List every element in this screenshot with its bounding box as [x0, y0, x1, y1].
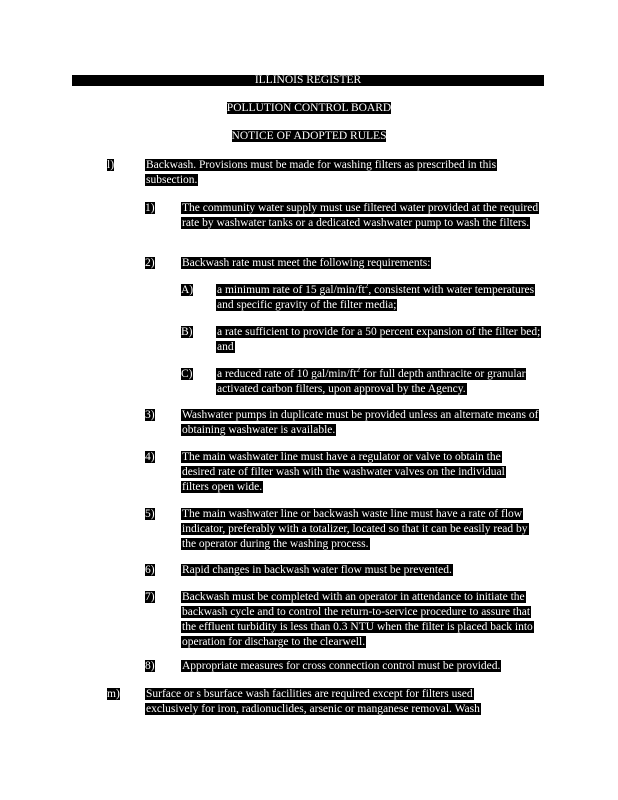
item-3-label-wrap [145, 408, 155, 423]
item-1-text: The community water supply must use filtered water provided at the required rate by washwater tanks or a dedicated washwater pump to wash the filters. [182, 202, 539, 229]
section-l-text: Backwash. Provisions must be made for washing filters as prescribed in this subsection. [146, 159, 497, 186]
item-5-label-wrap [145, 507, 155, 522]
item-8-label: 8) [145, 660, 155, 672]
item-6-text: Rapid changes in backwash water flow must be prevented. [182, 564, 452, 576]
item-4-label: 4) [145, 451, 155, 463]
item-7-text: Backwash must be completed with an operator in attendance to initiate the backwash cycle and to control the return-to-service procedure to assure that the effluent turbidity is less than 0.3 NTU when the filter is placed back into operation for discharge to the clearwell. [182, 591, 533, 648]
item-2-text: Backwash rate must meet the following requirements: [182, 257, 431, 269]
item-2a-text-wrap [216, 283, 546, 313]
item-7-label: 7) [145, 591, 155, 603]
item-8-text-wrap [181, 659, 546, 674]
item-2c-label-wrap [181, 367, 193, 382]
section-l-label: l) [107, 159, 115, 171]
item-8-text: Appropriate measures for cross connection control must be provided. [182, 660, 501, 672]
board-title: POLLUTION CONTROL BOARD [226, 102, 392, 114]
section-m-label: m) [107, 688, 120, 700]
item-8-label-wrap [145, 659, 155, 674]
section-m-text-wrap [145, 687, 507, 717]
item-2-text-wrap [181, 256, 543, 271]
item-2b-label: B) [181, 326, 193, 338]
item-3-text: Washwater pumps in duplicate must be provided unless an alternate means of obtaining washwater is available. [182, 409, 539, 436]
item-6-label: 6) [145, 564, 155, 576]
notice-title: NOTICE OF ADOPTED RULES [231, 130, 387, 142]
section-m-text: Surface or s bsurface wash facilities are required except for filters used exclusively for iron, radionuclides, arsenic or manganese removal. Wash [146, 688, 480, 715]
notice-line [0, 129, 618, 144]
register-title: ILLINOIS REGISTER [254, 74, 362, 86]
item-2a-text: a minimum rate of 15 gal/$\min/ft^2$, consistent with water temperatures and specific gravity of the filter media; [217, 282, 535, 311]
item-5-text: The main washwater line or backwash waste line must have a rate of flow indicator, preferably with a totalizer, located so that it can be easily read by the operator during the washing process. [182, 508, 528, 550]
item-2b-text-wrap [216, 325, 546, 355]
item-2b-label-wrap [181, 325, 193, 340]
board-line [0, 101, 618, 116]
item-5-text-wrap [181, 507, 543, 552]
item-3-text-wrap [181, 408, 546, 438]
item-1-label-wrap [145, 201, 155, 216]
item-7-label-wrap [145, 590, 155, 605]
item-2a-label: A) [181, 284, 194, 296]
section-l-label-wrap [107, 158, 114, 173]
item-2-label: 2) [145, 257, 155, 269]
item-4-text: The main washwater line must have a regulator or valve to obtain the desired rate of filter wash with the washwater valves on the individual filters open wide. [182, 451, 505, 493]
item-3-label: 3) [145, 409, 155, 421]
item-2c-text-wrap [216, 367, 546, 397]
item-7-text-wrap [181, 590, 546, 650]
item-2c-text: a reduced rate of 10 gal/$\min/ft^2$ for full depth anthracite or granular activated carbon filters, upon approval by the Agency. [217, 366, 526, 395]
item-2b-text: a rate sufficient to provide for a 50 percent expansion of the filter bed; and [217, 326, 541, 353]
item-4-text-wrap [181, 450, 526, 495]
item-5-label: 5) [145, 508, 155, 520]
header-bar [72, 75, 544, 86]
item-6-label-wrap [145, 563, 155, 578]
item-6-text-wrap [181, 563, 543, 578]
item-2a-label-wrap [181, 283, 193, 298]
item-2c-label: C) [181, 368, 193, 380]
item-1-text-wrap [181, 201, 543, 231]
item-4-label-wrap [145, 450, 155, 465]
item-2-label-wrap [145, 256, 155, 271]
item-1-label: 1) [145, 202, 155, 214]
section-l-text-wrap [145, 158, 520, 188]
section-m-label-wrap [107, 687, 120, 702]
